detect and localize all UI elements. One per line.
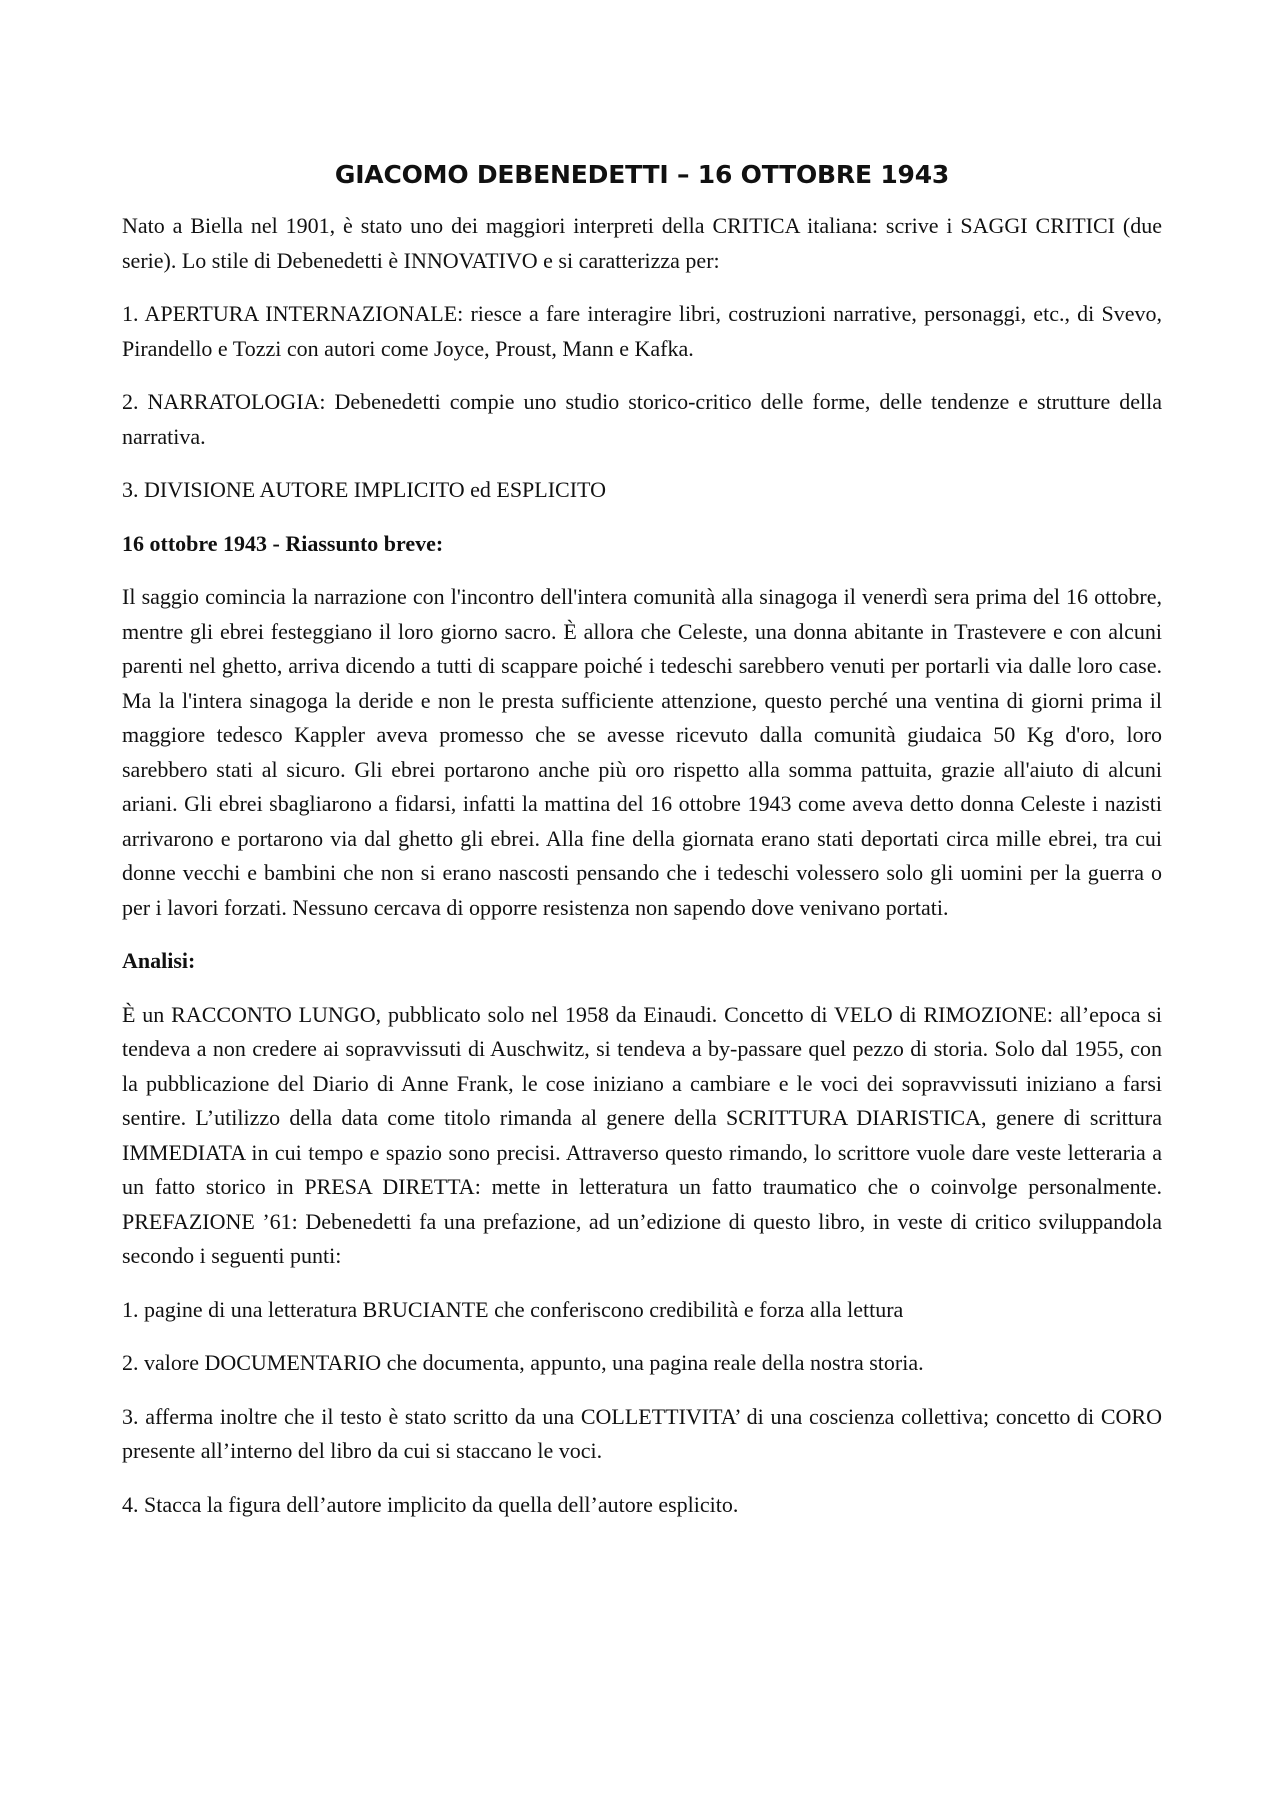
summary-heading: 16 ottobre 1943 - Riassunto breve: xyxy=(122,530,444,556)
document-title: GIACOMO DEBENEDETTI – 16 OTTOBRE 1943 xyxy=(334,160,950,189)
analysis-paragraph: È un RACCONTO LUNGO, pubblicato solo nel 1958 da Einaudi. Concetto di VELO di RIMOZIONE: all’epoca si tendeva a non credere ai sopravvissuti di Auschwitz, si tendeva a by-passare quel pezzo di storia. Solo dal 1955, con la pubblicazione del Diario di Anne Frank, le cose iniziano a cambiare e le voci dei sopravvissuti iniziano a farsi sentire. L’utilizzo della data come titolo rimanda al genere della SCRITTURA DIARISTICA, genere di scrittura IMMEDIATA in cui tempo e spazio sono precisi. Attraverso questo rimando, lo scrittore vuole dare veste letteraria a un fatto storico in PRESA DIRETTA: mette in letteratura un fatto traumatico che o coinvolge personalmente. PREFAZIONE ’61: Debenedetti fa una prefazione, ad un’edizione di questo libro, in veste di critico sviluppandola secondo i seguenti punti: xyxy=(122,1001,1162,1268)
feature-item: 2. NARRATOLOGIA: Debenedetti compie uno studio storico-critico delle forme, delle tendenze e strutture della narrativa. xyxy=(122,389,1162,449)
intro-paragraph: Nato a Biella nel 1901, è stato uno dei maggiori interpreti della CRITICA italiana: scrive i SAGGI CRITICI (due serie). Lo stile di Debenedetti è INNOVATIVO e si caratterizza per: xyxy=(122,213,1162,273)
feature-item: 3. DIVISIONE AUTORE IMPLICITO ed ESPLICITO xyxy=(122,477,606,502)
analysis-heading: Analisi: xyxy=(122,948,196,973)
point-item: 2. valore DOCUMENTARIO che documenta, appunto, una pagina reale della nostra storia. xyxy=(122,1350,924,1375)
document-body xyxy=(122,155,1162,1541)
point-item: 1. pagine di una letteratura BRUCIANTE che conferiscono credibilità e forza alla lettura xyxy=(122,1296,904,1322)
point-item: 4. Stacca la figura dell’autore implicito da quella dell’autore esplicito. xyxy=(122,1491,739,1517)
point-item: 3. afferma inoltre che il testo è stato scritto da una COLLETTIVITA’ di una coscienza collettiva; concetto di CORO presente all’interno del libro da cui si staccano le voci. xyxy=(122,1403,1162,1463)
feature-item: 1. APERTURA INTERNAZIONALE: riesce a fare interagire libri, costruzioni narrative, personaggi, etc., di Svevo, Pirandello e Tozzi con autori come Joyce, Proust, Mann e Kafka. xyxy=(122,301,1162,361)
summary-paragraph: Il saggio comincia la narrazione con l'incontro dell'intera comunità alla sinagoga il venerdì sera prima del 16 ottobre, mentre gli ebrei festeggiano il loro giorno sacro. È allora che Celeste, una donna abitante in Trastevere e con alcuni parenti nel ghetto, arriva dicendo a tutti di scappare poiché i tedeschi sarebbero venuti per portarli via dalle loro case. Ma la l'intera sinagoga la deride e non le presta sufficiente attenzione, questo perché una ventina di giorni prima il maggiore tedesco Kappler aveva promesso che se avesse ricevuto dalla comunità giudaica 50 Kg d'oro, loro sarebbero stati al sicuro. Gli ebrei portarono anche più oro rispetto alla somma pattuita, grazie all'aiuto di alcuni ariani. Gli ebrei sbagliarono a fidarsi, infatti la mattina del 16 ottobre 1943 come aveva detto donna Celeste i nazisti arrivarono e portarono via dal ghetto gli ebrei. Alla fine della giornata erano stati deportati circa mille ebrei, tra cui donne vecchi e bambini che non si erano nascosti pensando che i tedeschi volessero solo gli uomini per la guerra o per i lavori forzati. Nessuno cercava di opporre resistenza non sapendo dove venivano portati. xyxy=(122,584,1162,920)
